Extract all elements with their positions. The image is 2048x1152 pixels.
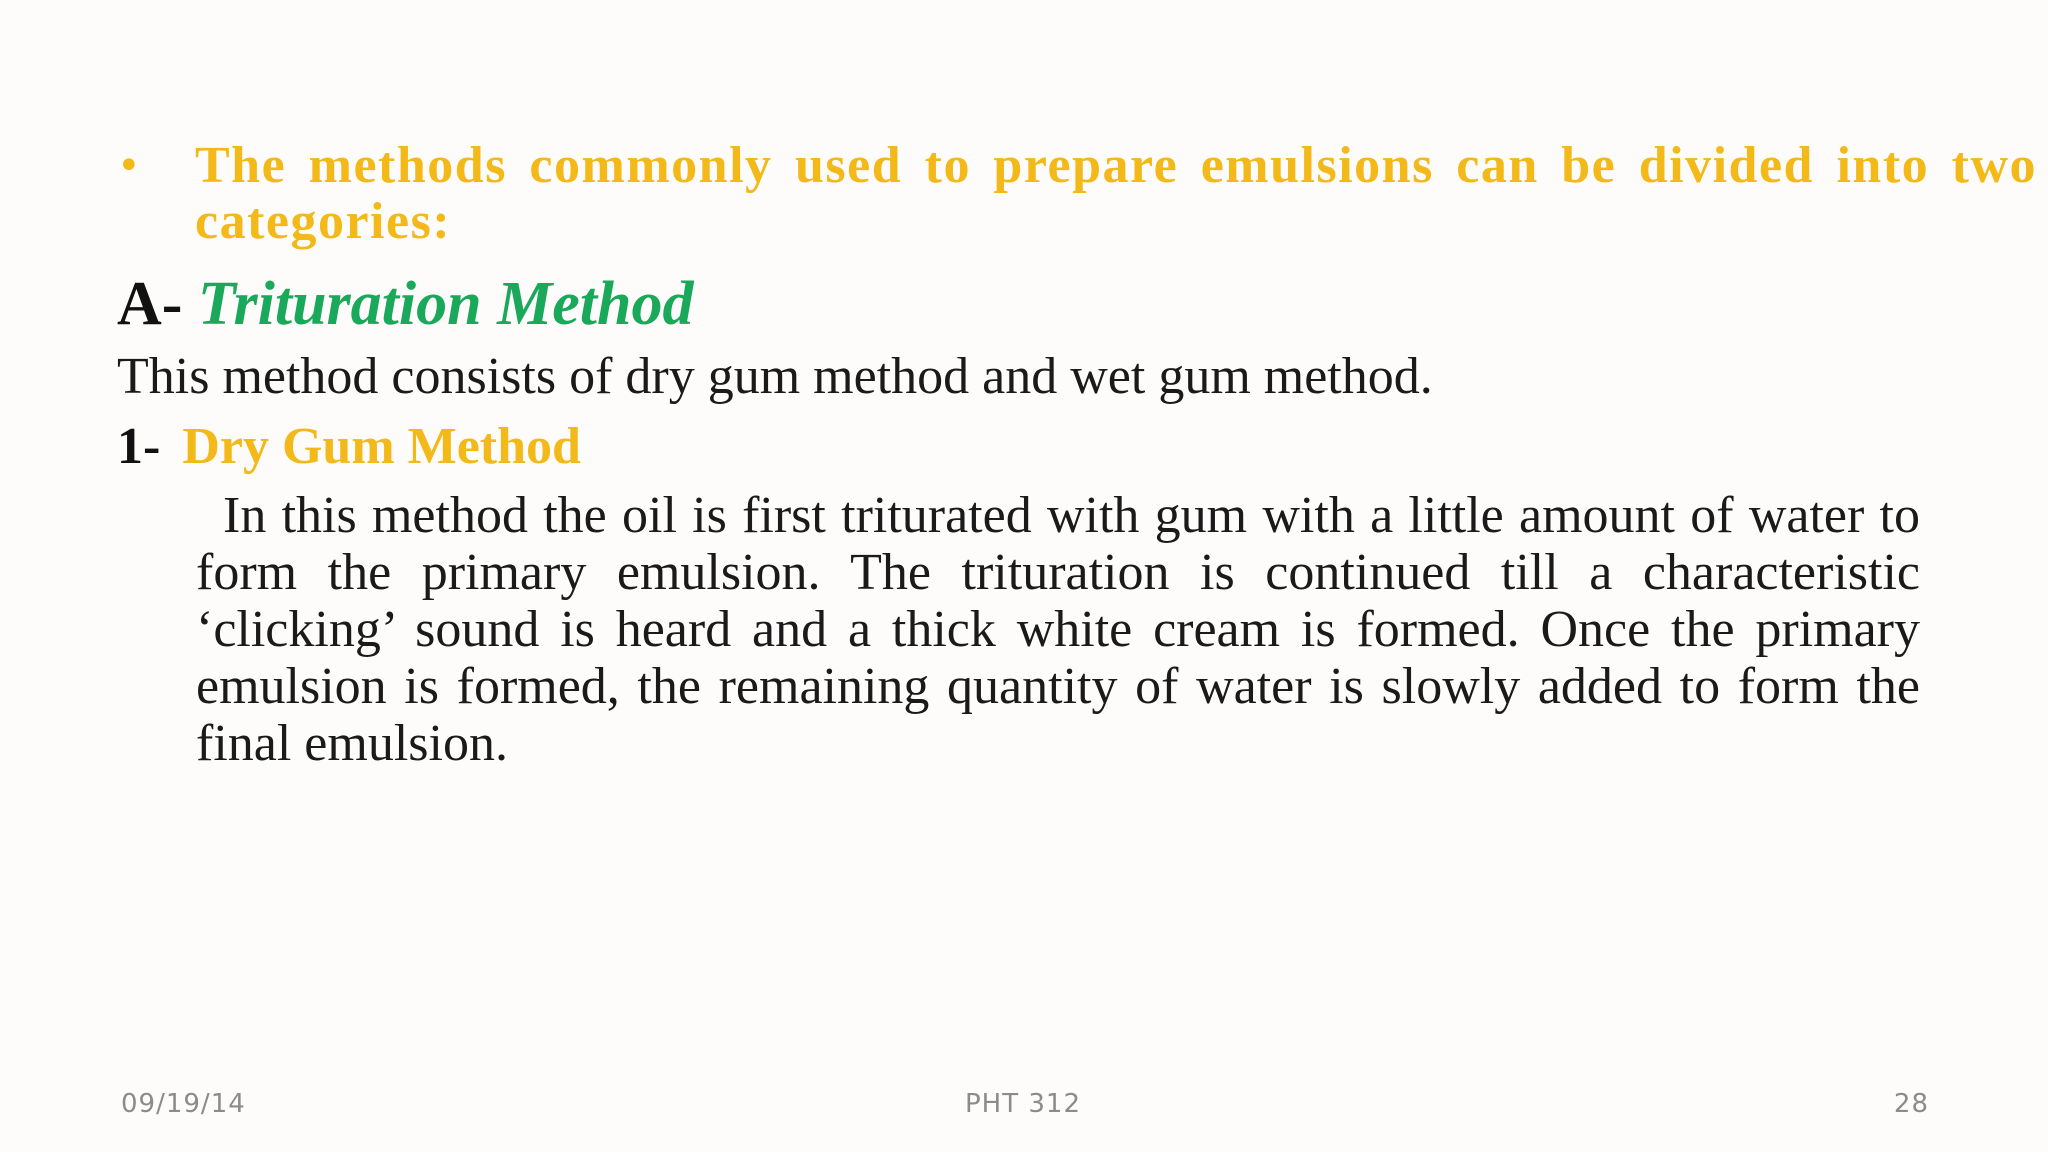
footer-date: 09/19/14 xyxy=(121,1089,246,1119)
section-a-heading xyxy=(117,268,693,340)
section-1-title: Dry Gum Method xyxy=(182,418,581,475)
footer-course: PHT 312 xyxy=(965,1089,1082,1119)
bullet-text: The methods commonly used to prepare emulsions can be divided into two categories: xyxy=(195,137,2037,250)
section-a-prefix: A- xyxy=(117,270,183,338)
section-1-heading xyxy=(117,417,581,477)
bullet-icon: • xyxy=(117,143,141,189)
dry-gum-paragraph: In this method the oil is first triturated with gum with a little amount of water to form the primary emulsion. The trituration is continued till a characteristic ‘clicking’ sound is heard and a thick white cream is formed. Once the primary emulsion is formed, the remaining quantity of water is slowly added to form the final emulsion. xyxy=(196,487,1920,772)
intro-text: This method consists of dry gum method and wet gum method. xyxy=(117,348,1433,405)
section-a-title: Trituration Method xyxy=(197,270,694,338)
footer-page-number: 28 xyxy=(1893,1089,1929,1119)
section-1-prefix: 1- xyxy=(117,418,161,475)
